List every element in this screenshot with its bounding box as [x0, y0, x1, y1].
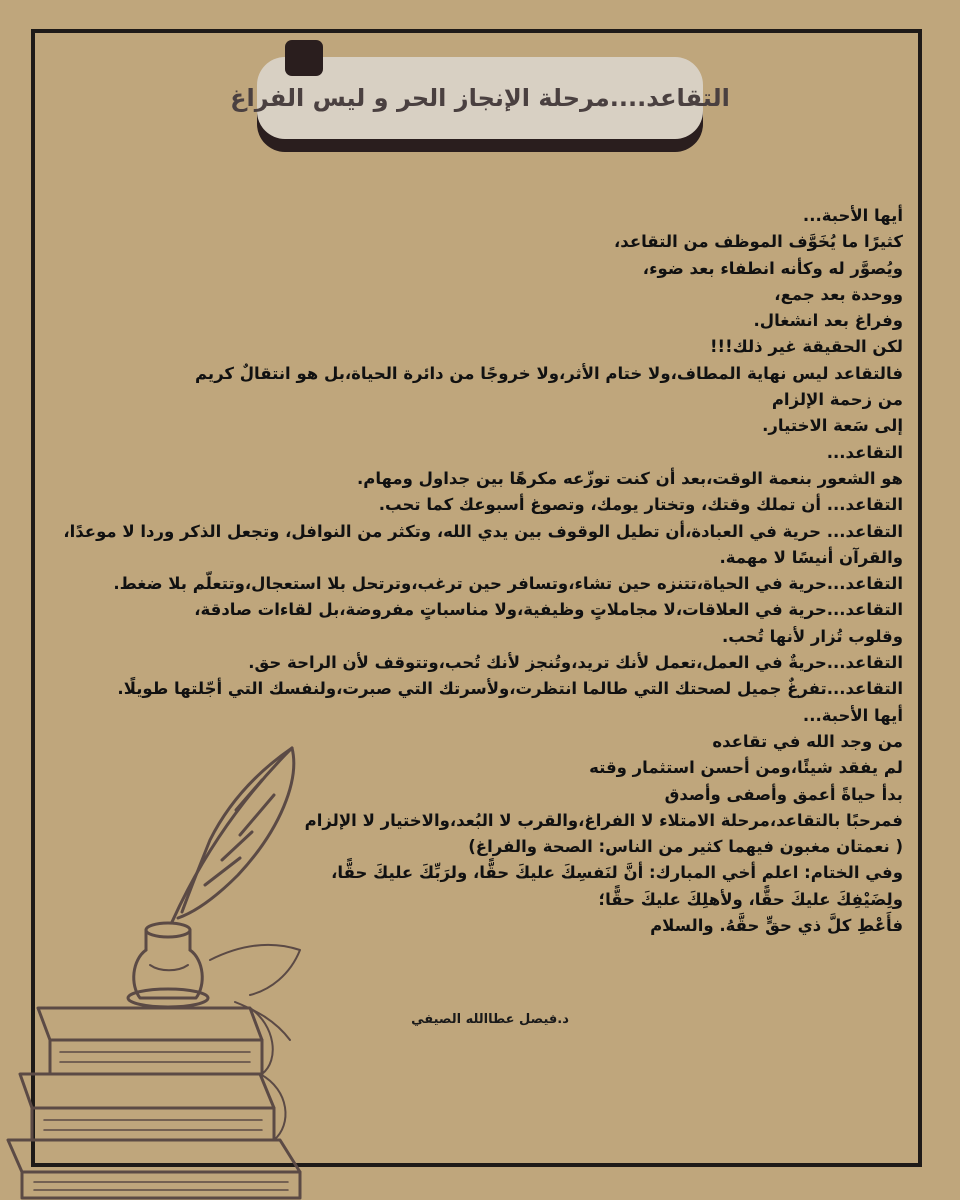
- author-signature: د.فيصل عطاالله الصيفي: [411, 1012, 569, 1027]
- text-line: إلى سَعة الاختيار.: [762, 416, 903, 436]
- text-line: فمرحبًا بالتقاعد،مرحلة الامتلاء لا الفراغ،والقرب لا البُعد،والاختيار لا الإلزام: [304, 810, 903, 830]
- quill-icon: [172, 748, 294, 922]
- text-line: ويُصوَّر له وكأنه انطفاء بعد ضوء،: [642, 258, 903, 278]
- title-tab-decoration: [285, 40, 323, 76]
- text-line: من زحمة الإلزام: [771, 390, 903, 410]
- text-line: ولِضَيْفِكَ عليكَ حقًّا، ولأهلِكَ عليكَ حقًّا؛: [598, 889, 903, 909]
- page-title: التقاعد....مرحلة الإنجاز الحر و ليس الفراغ: [230, 84, 730, 112]
- text-line: من وجد الله في تقاعده: [712, 731, 903, 751]
- paper-scroll-icon: [210, 945, 300, 1040]
- text-line: وقلوب تُزار لأنها تُحب.: [722, 626, 903, 646]
- text-line: التقاعد...حرية في الحياة،تتنزه حين تشاء،وتسافر حين ترغب،وترتحل بلا استعجال،وتتعلّم بلا ضغط.: [113, 574, 903, 594]
- text-line: فأَعْطِ كلَّ ذي حقٍّ حقَّهُ. والسلام: [650, 916, 903, 936]
- text-line: التقاعد...: [826, 442, 903, 462]
- text-line: بدأ حياةً أعمق وأصفى وأصدق: [664, 784, 903, 804]
- text-line: لم يفقد شيئًا،ومن أحسن استثمار وقته: [589, 758, 903, 778]
- books-inkwell-quill-sketch-icon: [0, 740, 400, 1200]
- text-line: وفي الختام: اعلم أخي المبارك: أنَّ لنَفسِكَ عليكَ حقًّا، ولرَبِّكَ عليكَ حقًّا،: [331, 863, 903, 883]
- text-line: أيها الأحبة...: [802, 705, 903, 725]
- text-line: التقاعد... حرية في العبادة،أن تطيل الوقوف بين يدي الله، وتكثر من النوافل، وتجعل الذكر وردا لا موعدًا،: [63, 521, 903, 541]
- text-line: هو الشعور بنعمة الوقت،بعد أن كنت توزّعه مكرهًا بين جداول ومهام.: [356, 468, 903, 488]
- title-box: [230, 57, 730, 139]
- book-stack-icon: [8, 1008, 300, 1198]
- text-line: وفراغ بعد انشغال.: [753, 311, 903, 331]
- text-line: التقاعد...تفرغٌ جميل لصحتك التي طالما انتظرت،ولأسرتك التي صبرت،ولنفسك التي أجّلتها طويلًا.: [117, 679, 903, 699]
- text-line: والقرآن أنيسًا لا مهمة.: [719, 547, 903, 567]
- text-line: التقاعد... أن تملك وقتك، وتختار يومك، وتصوغ أسبوعك كما تحب.: [378, 495, 903, 515]
- text-line: أيها الأحبة...: [802, 206, 903, 225]
- inkwell-icon: [128, 923, 208, 1007]
- text-line: ووحدة بعد جمع،: [774, 284, 903, 304]
- text-line: التقاعد...حرية في العلاقات،لا مجاملاتٍ وظيفية،ولا مناسباتٍ مفروضة،بل لقاءات صادقة،: [194, 600, 903, 620]
- text-line: فالتقاعد ليس نهاية المطاف،ولا ختام الأثر،ولا خروجًا من دائرة الحياة،بل هو انتقالٌ كريم: [194, 363, 903, 383]
- text-line: ( نعمتان مغبون فيهما كثير من الناس: الصحة والفراغ): [468, 837, 903, 857]
- text-line: كثيرًا ما يُخَوَّف الموظف من التقاعد،: [614, 232, 903, 252]
- text-line: لكن الحقيقة غير ذلك!!!: [710, 337, 903, 357]
- text-line: التقاعد...حريةٌ في العمل،تعمل لأنك تريد،وتُنجز لأنك تُحب،وتتوقف لأن الراحة حق.: [248, 653, 903, 673]
